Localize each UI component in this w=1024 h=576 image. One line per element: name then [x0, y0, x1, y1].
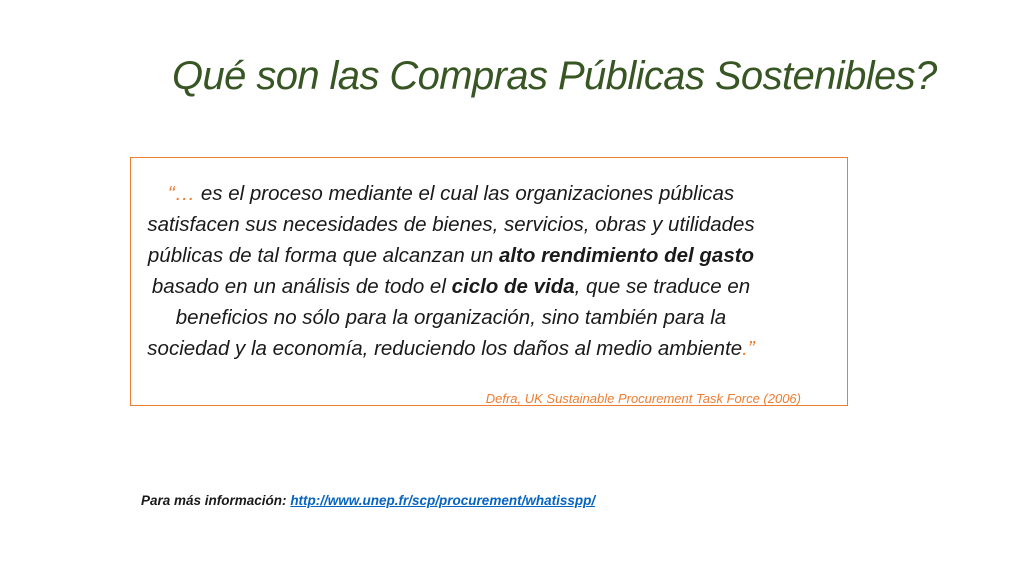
- quote-text-part-2: basado en un análisis de todo el: [151, 275, 452, 298]
- more-info-label: Para más información:: [141, 493, 291, 508]
- more-info: [141, 492, 595, 509]
- quote-text: [137, 178, 765, 364]
- more-info-link[interactable]: http://www.unep.fr/scp/procurement/whatisspp/: [290, 493, 596, 508]
- quote-box: [130, 157, 848, 406]
- quote-text-part-3: , que se traduce en beneficios no sólo para la organización, sino también para la sociedad y la economía, reduciendo los daños al medio ambiente: [147, 275, 751, 360]
- slide-title: Qué son las Compras Públicas Sostenibles?: [172, 54, 937, 98]
- quote-close-mark: .”: [742, 337, 755, 360]
- quote-source: Defra, UK Sustainable Procurement Task Force (2006): [485, 391, 801, 406]
- quote-bold-ciclo-de-vida: ciclo de vida: [451, 275, 575, 298]
- quote-text-part-1: es el proceso mediante el cual las organizaciones públicas satisfacen sus necesidades de bienes, servicios, obras y utilidades públicas de tal forma que alcanzan un: [147, 182, 755, 267]
- quote-open-mark: “…: [167, 182, 201, 205]
- quote-bold-alto-rendimiento: alto rendimiento del gasto: [498, 244, 755, 267]
